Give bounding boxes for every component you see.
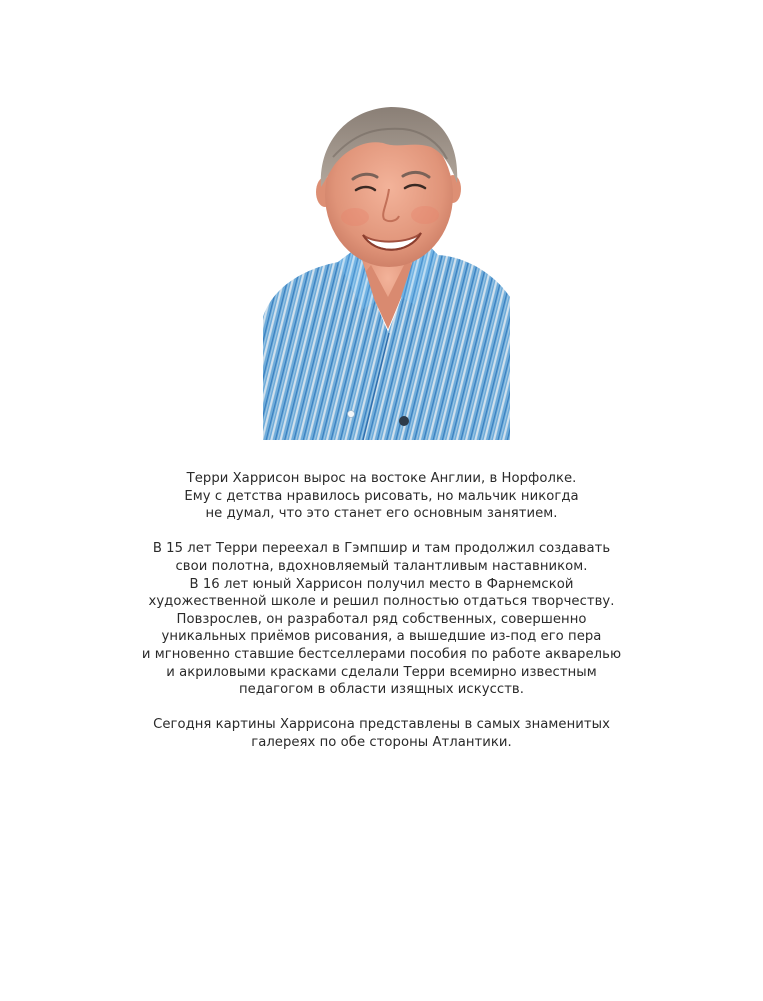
bio-line: Терри Харрисон вырос на востоке Англии, в Норфолке.	[186, 471, 577, 486]
bio-line: Повзрослев, он разработал ряд собственных, совершенно	[176, 611, 587, 627]
bio-line: художественной школе и решил полностью отдаться творчеству.	[148, 594, 615, 610]
bio-line: В 15 лет Терри переехал в Гэмпшир и там продолжил создавать	[152, 541, 611, 557]
author-portrait-photo	[263, 97, 510, 440]
author-biography	[100, 470, 663, 752]
bio-line: уникальных приёмов рисования, а вышедшие из-под его пера	[161, 629, 602, 645]
bio-line: педагогом в области изящных искусств.	[239, 682, 524, 698]
bio-paragraph-2	[100, 540, 663, 698]
bio-line: и акриловыми красками сделали Терри всемирно известным	[166, 664, 597, 680]
bio-line: свои полотна, вдохновляемый талантливым наставником.	[175, 558, 588, 574]
bio-line: Ему с детства нравилось рисовать, но мальчик никогда	[184, 488, 579, 504]
bio-paragraph-3	[100, 716, 663, 751]
bio-paragraph-1	[100, 470, 663, 523]
bio-line: В 16 лет юный Харрисон получил место в Фарнемской	[189, 576, 574, 592]
bio-line: Сегодня картины Харрисона представлены в самых знаменитых	[153, 717, 610, 733]
bio-line: галереях по обе стороны Атлантики.	[251, 734, 512, 750]
bio-line: не думал, что это станет его основным занятием.	[205, 506, 558, 522]
bio-line: и мгновенно ставшие бестселлерами пособия по работе акварелью	[141, 646, 622, 662]
